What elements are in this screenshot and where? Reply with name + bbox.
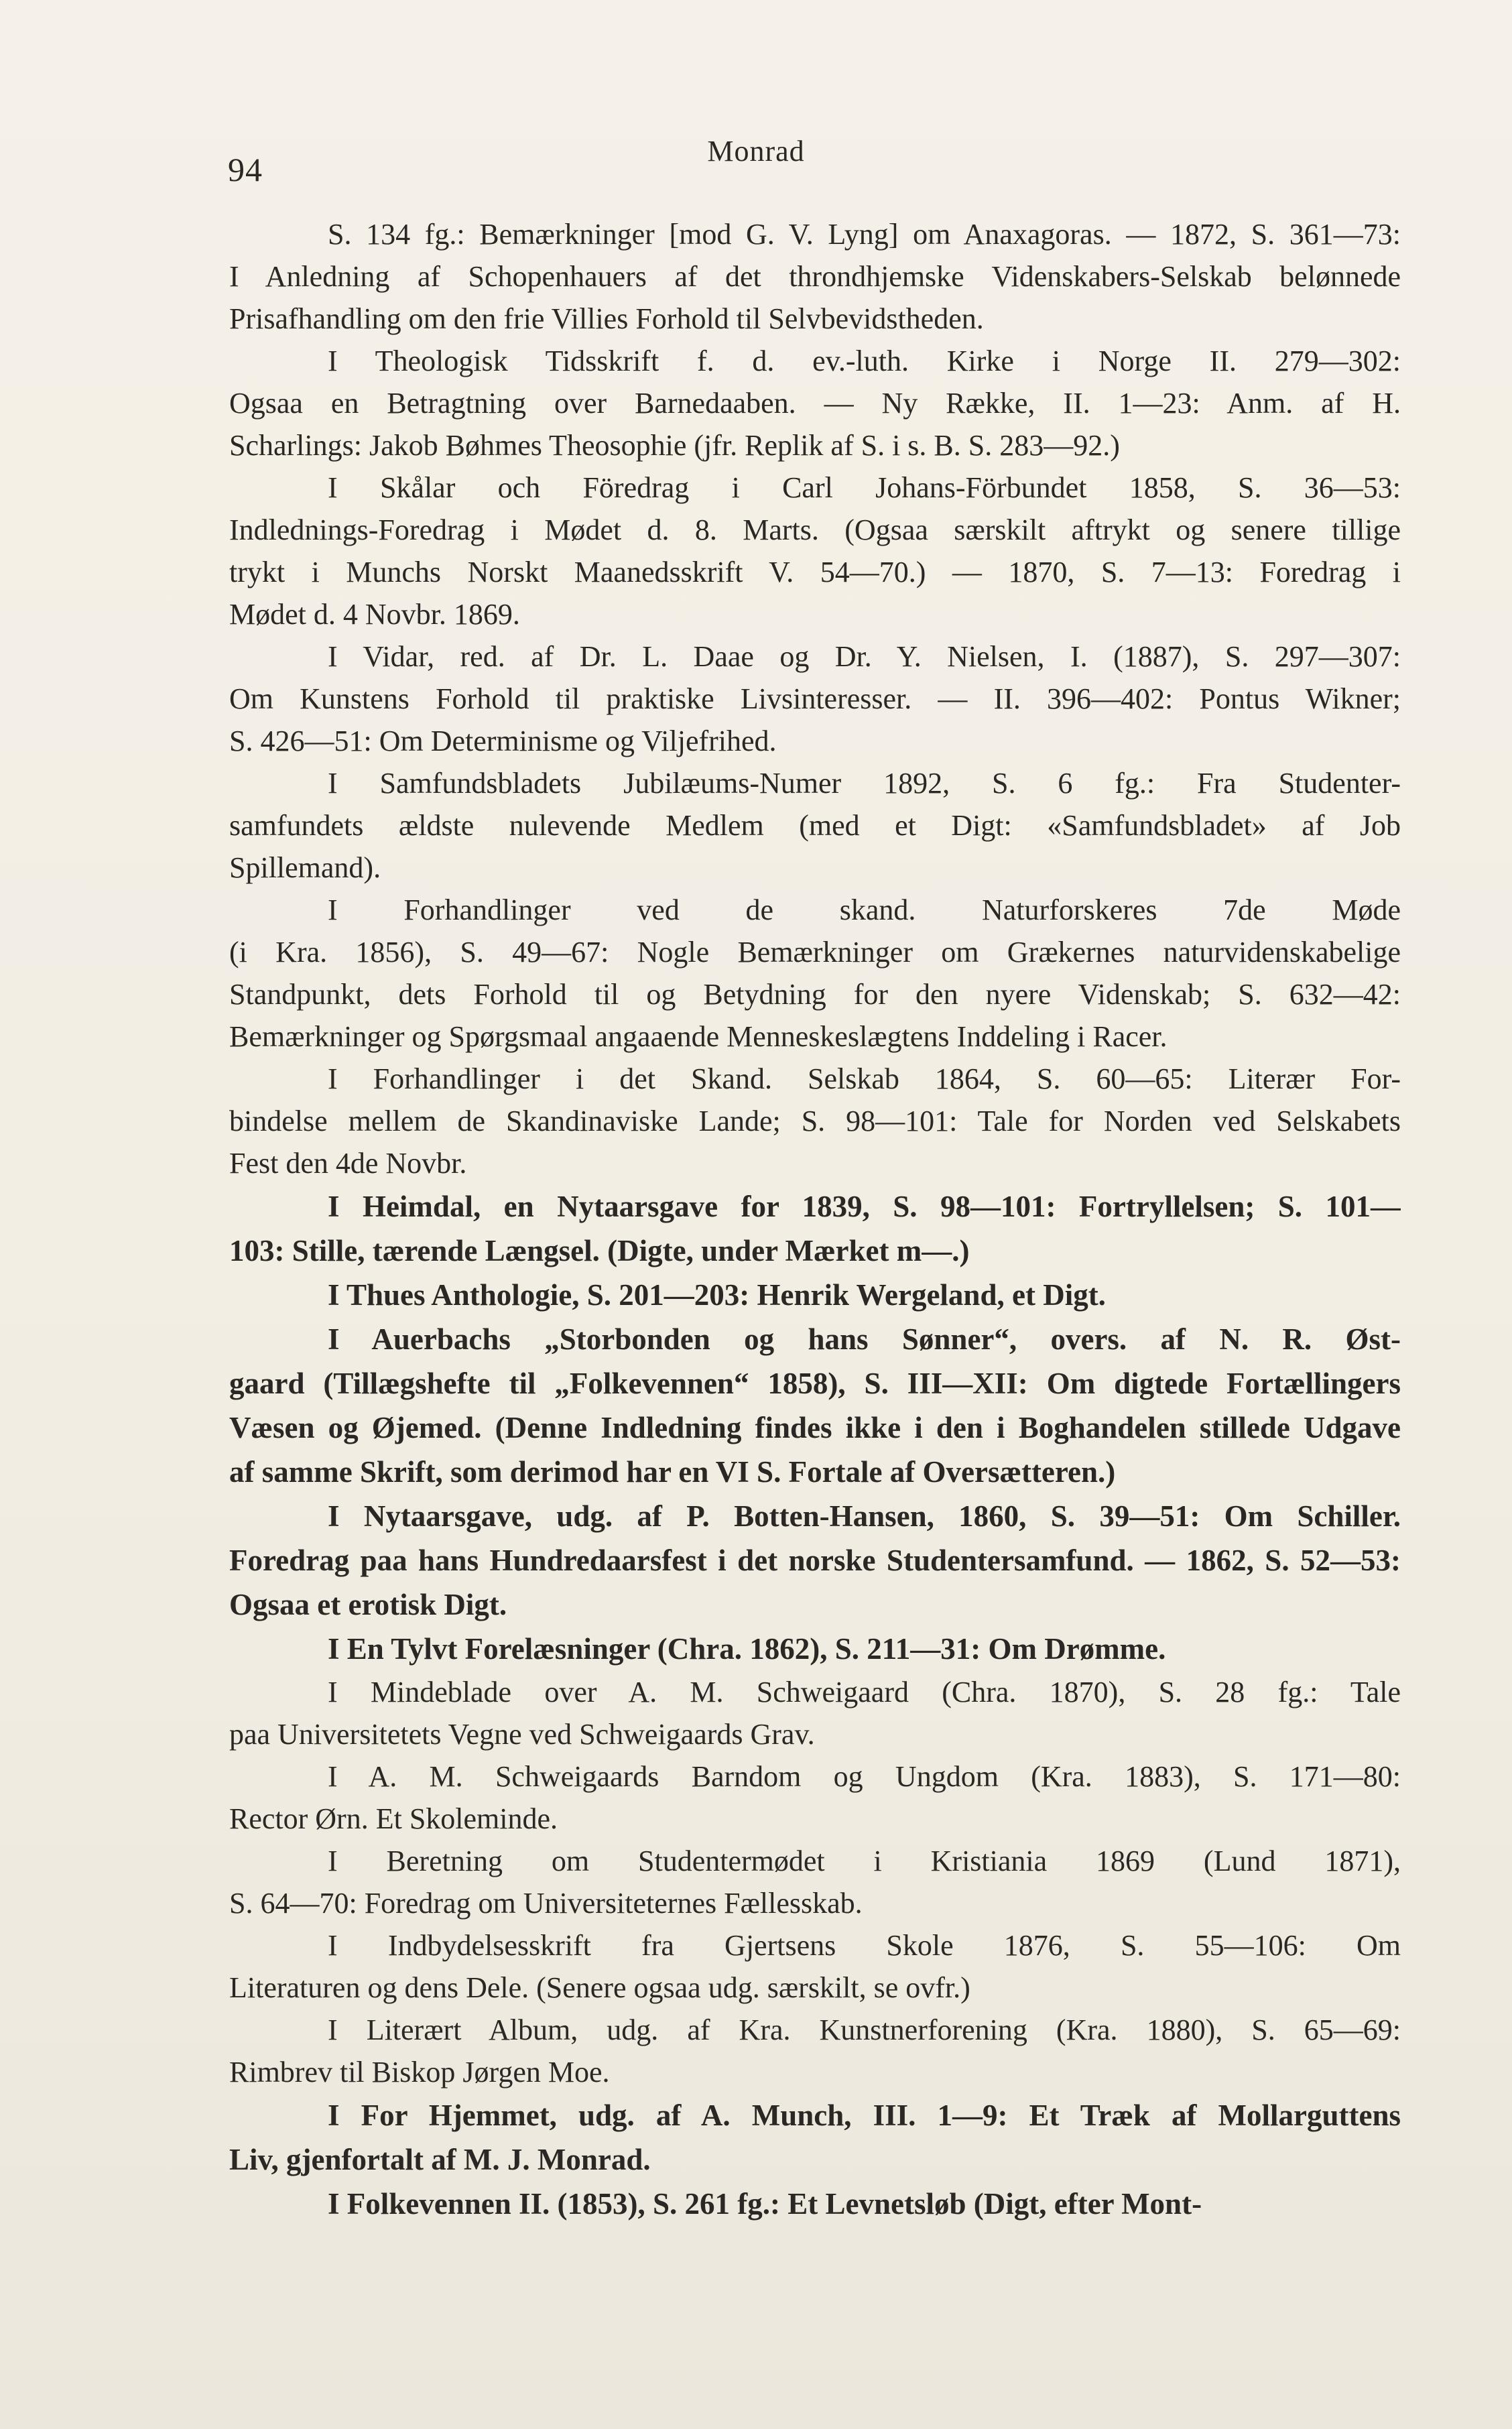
entry-line: Standpunkt, dets Forhold til og Betydning for den nyere Videnskab; S. 632—42: xyxy=(229,978,1401,1011)
entry-first-line: I Literært Album, udg. af Kra. Kunstnerforening (Kra. 1880), S. 65—69: xyxy=(328,2013,1401,2046)
entry-line: (i Kra. 1856), S. 49—67: Nogle Bemærkninger om Grækernes naturvidenskabelige xyxy=(229,936,1401,969)
entry-first-line: S. 134 fg.: Bemærkninger [mod G. V. Lyng] om Anaxagoras. — 1872, S. 361—73: xyxy=(328,218,1401,251)
bibliography-text xyxy=(229,213,1401,2226)
bibliography-entry xyxy=(229,1924,1401,2009)
entry-first-line: I For Hjemmet, udg. af A. Munch, III. 1—9: Et Træk af Mollarguttens xyxy=(328,2099,1401,2132)
bibliography-entry xyxy=(229,1058,1401,1184)
entry-line: Scharlings: Jakob Bøhmes Theosophie (jfr. Replik af S. i s. B. S. 283—92.) xyxy=(229,429,1120,462)
bibliography-entry xyxy=(229,466,1401,635)
entry-first-line: I Auerbachs „Storbonden og hans Sønner“, overs. af N. R. Øst- xyxy=(328,1322,1401,1356)
entry-first-line: I Nytaarsgave, udg. af P. Botten-Hansen, 1860, S. 39—51: Om Schiller. xyxy=(328,1499,1401,1533)
entry-first-line: I Samfundsbladets Jubilæums-Numer 1892, S. 6 fg.: Fra Studenter- xyxy=(328,767,1401,800)
entry-first-line: I Indbydelsesskrift fra Gjertsens Skole 1876, S. 55—106: Om xyxy=(328,1929,1401,1962)
entry-line: Væsen og Øjemed. (Denne Indledning findes ikke i den i Boghandelen stillede Udgave xyxy=(229,1411,1401,1444)
entry-first-line: I A. M. Schweigaards Barndom og Ungdom (Kra. 1883), S. 171—80: xyxy=(328,1760,1401,1793)
entry-first-line: I Forhandlinger ved de skand. Naturforskeres 7de Møde xyxy=(328,893,1401,926)
bibliography-entry xyxy=(229,1840,1401,1924)
bibliography-entry xyxy=(229,1494,1401,1627)
entry-first-line: I Theologisk Tidsskrift f. d. ev.-luth. Kirke i Norge II. 279—302: xyxy=(328,345,1401,377)
running-head xyxy=(0,134,1512,188)
entry-line: Ogsaa en Betragtning over Barnedaaben. — Ny Række, II. 1—23: Anm. af H. xyxy=(229,387,1401,420)
entry-line: Rector Ørn. Et Skoleminde. xyxy=(229,1802,558,1835)
entry-line: Bemærkninger og Spørgsmaal angaaende Menneskeslægtens Inddeling i Racer. xyxy=(229,1020,1168,1053)
entry-line: Ogsaa et erotisk Digt. xyxy=(229,1588,507,1621)
bibliography-entry xyxy=(229,889,1401,1058)
entry-first-line: I En Tylvt Forelæsninger (Chra. 1862), S. 211—31: Om Drømme. xyxy=(328,1632,1166,1666)
entry-line: Spillemand). xyxy=(229,851,381,884)
page-number: 94 xyxy=(228,151,263,188)
bibliography-entry xyxy=(229,1627,1401,1671)
entry-first-line: I Mindeblade over A. M. Schweigaard (Chra. 1870), S. 28 fg.: Tale xyxy=(328,1676,1401,1708)
bibliography-entry xyxy=(229,213,1401,340)
bibliography-entry xyxy=(229,762,1401,889)
entry-first-line: I Beretning om Studentermødet i Kristiania 1869 (Lund 1871), xyxy=(328,1845,1401,1877)
bibliography-entry xyxy=(229,1755,1401,1840)
entry-line: af samme Skrift, som derimod har en VI S. Fortale af Oversætteren.) xyxy=(229,1455,1116,1489)
entry-line: Fest den 4de Novbr. xyxy=(229,1147,467,1180)
entry-line: Mødet d. 4 Novbr. 1869. xyxy=(229,598,520,631)
entry-first-line: I Heimdal, en Nytaarsgave for 1839, S. 98—101: Fortryllelsen; S. 101— xyxy=(328,1190,1401,1223)
entry-first-line: I Skålar och Föredrag i Carl Johans-Förbundet 1858, S. 36—53: xyxy=(328,471,1401,504)
bibliography-entry xyxy=(229,1273,1401,1317)
bibliography-entry xyxy=(229,2182,1401,2226)
entry-first-line: I Vidar, red. af Dr. L. Daae og Dr. Y. Nielsen, I. (1887), S. 297—307: xyxy=(328,640,1401,673)
entry-line: Literaturen og dens Dele. (Senere ogsaa udg. særskilt, se ovfr.) xyxy=(229,1971,970,2004)
entry-line: gaard (Tillægshefte til „Folkevennen“ 1858), S. III—XII: Om digtede Fortællingers xyxy=(229,1367,1401,1400)
entry-first-line: I Thues Anthologie, S. 201—203: Henrik Wergeland, et Digt. xyxy=(328,1278,1106,1312)
bibliography-entry xyxy=(229,2009,1401,2093)
entry-first-line: I Forhandlinger i det Skand. Selskab 1864, S. 60—65: Literær For- xyxy=(328,1062,1401,1095)
bibliography-entry xyxy=(229,340,1401,466)
entry-line: paa Universitetets Vegne ved Schweigaards Grav. xyxy=(229,1718,815,1751)
bibliography-entry xyxy=(229,1184,1401,1273)
entry-line: S. 426—51: Om Determinisme og Viljefrihed. xyxy=(229,725,777,757)
bibliography-entry xyxy=(229,2093,1401,2182)
bibliography-entry xyxy=(229,1317,1401,1494)
entry-line: trykt i Munchs Norskt Maanedsskrift V. 54—70.) — 1870, S. 7—13: Foredrag i xyxy=(229,556,1401,588)
entry-line: Prisafhandling om den frie Villies Forhold til Selvbevidstheden. xyxy=(229,302,984,335)
running-title: Monrad xyxy=(707,135,805,168)
entry-line: bindelse mellem de Skandinaviske Lande; S. 98—101: Tale for Norden ved Selskabets xyxy=(229,1105,1401,1137)
bibliography-entry xyxy=(229,1671,1401,1755)
bibliography-entry xyxy=(229,635,1401,762)
entry-line: Om Kunstens Forhold til praktiske Livsinteresser. — II. 396—402: Pontus Wikner; xyxy=(229,682,1401,715)
entry-line: Foredrag paa hans Hundredaarsfest i det norske Studentersamfund. — 1862, S. 52—53: xyxy=(229,1544,1401,1577)
entry-line: Liv, gjenfortalt af M. J. Monrad. xyxy=(229,2143,651,2176)
entry-line: samfundets ældste nulevende Medlem (med et Digt: «Samfundsbladet» af Job xyxy=(229,809,1401,842)
entry-line: 103: Stille, tærende Længsel. (Digte, under Mærket m—.) xyxy=(229,1234,970,1267)
entry-line: I Anledning af Schopenhauers af det throndhjemske Videnskabers-Selskab belønnede xyxy=(229,260,1401,293)
entry-line: Indlednings-Foredrag i Mødet d. 8. Marts. (Ogsaa særskilt aftrykt og senere tillige xyxy=(229,513,1401,546)
entry-first-line: I Folkevennen II. (1853), S. 261 fg.: Et Levnetsløb (Digt, efter Mont- xyxy=(328,2187,1202,2221)
entry-line: Rimbrev til Biskop Jørgen Moe. xyxy=(229,2056,610,2089)
entry-line: S. 64—70: Foredrag om Universiteternes Fællesskab. xyxy=(229,1887,863,1920)
